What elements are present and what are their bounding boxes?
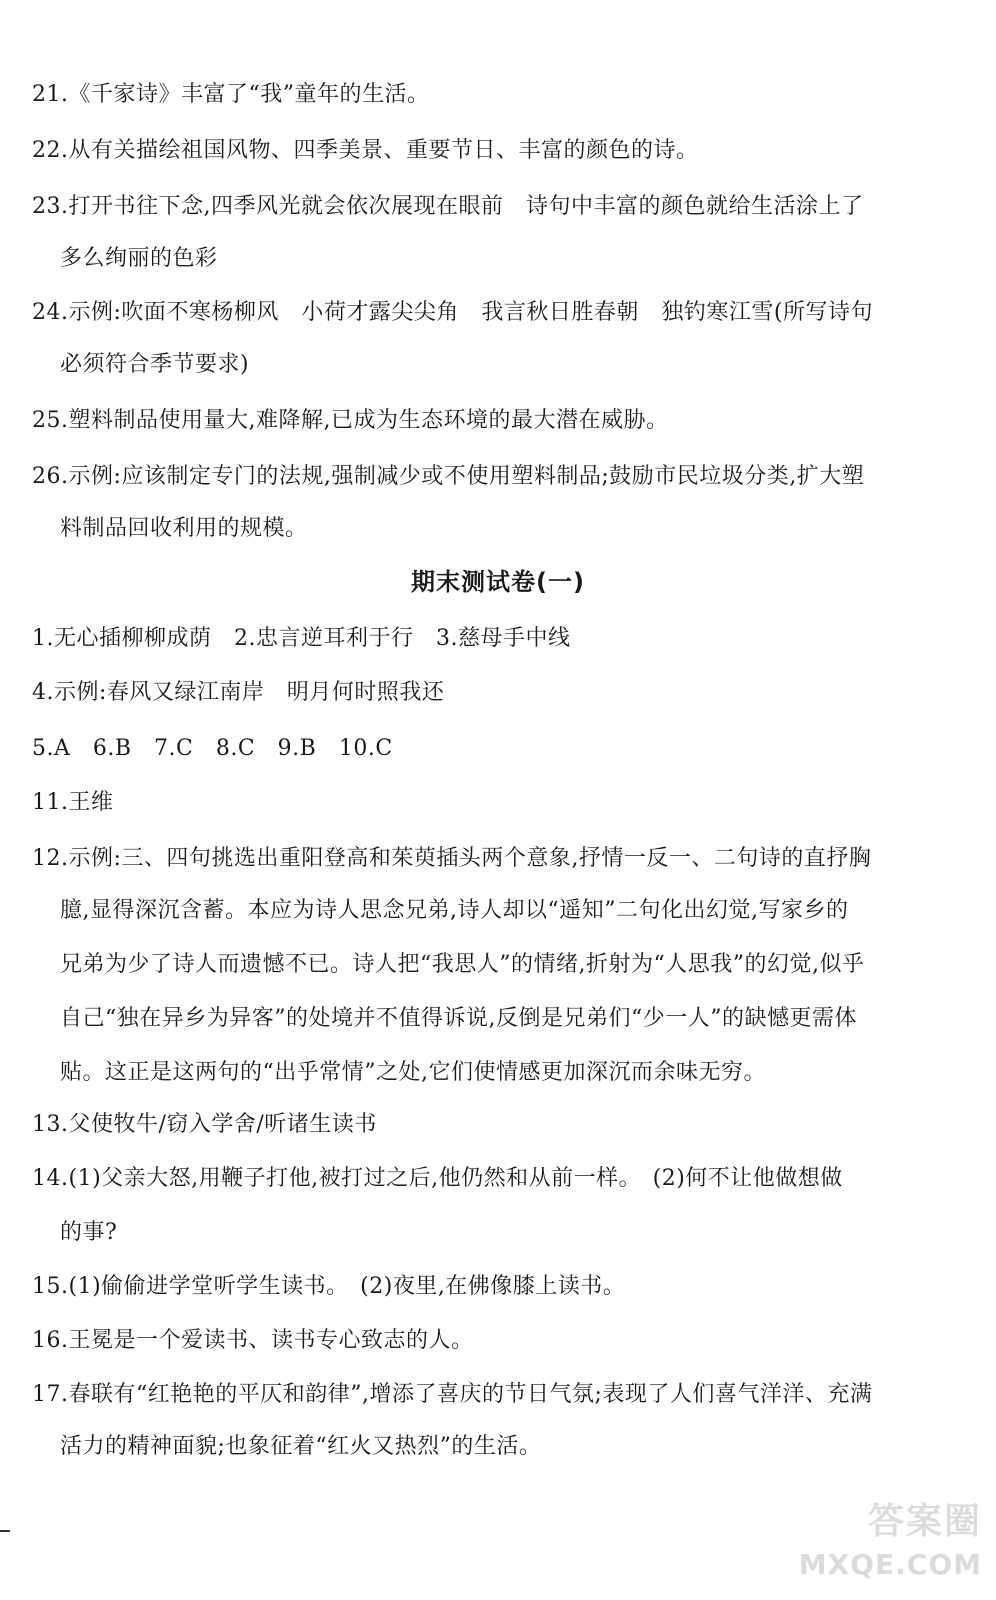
answer-line-23: 23.打开书往下念,四季风光就会依次展现在眼前 诗句中丰富的颜色就给生活涂上了 — [32, 194, 864, 219]
answer-line-22: 22.从有关描绘祖国风物、四季美景、重要节日、丰富的颜色的诗。 — [32, 138, 699, 163]
exam-line-5-10: 5.A 6.B 7.C 8.C 9.B 10.C — [32, 736, 393, 761]
answer-line-26: 26.示例:应该制定专门的法规,强制减少或不使用塑料制品;鼓励市民垃圾分类,扩大塑 — [32, 464, 865, 489]
exam-line-12-cont-1: 臆,显得深沉含蓄。本应为诗人思念兄弟,诗人却以“遥知”二句化出幻觉,写家乡的 — [60, 898, 849, 923]
exam-line-1-3: 1.无心插柳柳成荫 2.忠言逆耳利于行 3.慈母手中线 — [32, 626, 571, 651]
exam-line-15: 15.(1)偷偷进学堂听学生读书。 (2)夜里,在佛像膝上读书。 — [32, 1274, 626, 1299]
answer-line-26-cont: 料制品回收利用的规模。 — [60, 516, 308, 541]
exam-line-17-cont: 活力的精神面貌;也象征着“红火又热烈”的生活。 — [60, 1434, 542, 1459]
exam-line-4: 4.示例:春风又绿江南岸 明月何时照我还 — [32, 680, 445, 705]
answer-line-23-cont: 多么绚丽的色彩 — [60, 246, 218, 271]
exam-line-14: 14.(1)父亲大怒,用鞭子打他,被打过之后,他仍然和从前一样。 (2)何不让他做想做 — [32, 1166, 843, 1191]
exam-line-13: 13.父使牧牛/窃入学舍/听诸生读书 — [32, 1112, 377, 1137]
page-edge-rule — [0, 1530, 10, 1532]
exam-line-12: 12.示例:三、四句挑选出重阳登高和茱萸插头两个意象,抒情一反一、二句诗的直抒胸 — [32, 846, 872, 871]
exam-line-16: 16.王冕是一个爱读书、读书专心致志的人。 — [32, 1328, 474, 1353]
watermark-url-text: MXQE.COM — [798, 1548, 982, 1581]
exam-line-12-cont-3: 自己“独在异乡为异客”的处境并不值得诉说,反倒是兄弟们“少一人”的缺憾更需体 — [60, 1006, 857, 1031]
site-watermark — [792, 1500, 982, 1590]
answer-line-24: 24.示例:吹面不寒杨柳风 小荷才露尖尖角 我言秋日胜春朝 独钓寒江雪(所写诗句 — [32, 300, 873, 325]
exam-line-14-cont: 的事? — [60, 1220, 118, 1245]
exam-line-17: 17.春联有“红艳艳的平仄和韵律”,增添了喜庆的节日气氛;表现了人们喜气洋洋、充满 — [32, 1382, 873, 1407]
exam-line-11: 11.王维 — [32, 790, 114, 815]
watermark-logo-text: 答案圈 — [867, 1501, 982, 1542]
exam-line-12-cont-2: 兄弟为少了诗人而遗憾不已。诗人把“我思人”的情绪,折射为“人思我”的幻觉,似乎 — [60, 952, 865, 977]
section-title: 期末测试卷(一) — [411, 568, 585, 596]
answer-line-25: 25.塑料制品使用量大,难降解,已成为生态环境的最大潜在威胁。 — [32, 408, 669, 433]
answer-line-21: 21.《千家诗》丰富了“我”童年的生活。 — [32, 82, 430, 107]
answer-line-24-cont: 必须符合季节要求) — [60, 352, 250, 377]
exam-line-12-cont-4: 贴。这正是这两句的“出乎常情”之处,它们使情感更加深沉而余味无穷。 — [60, 1060, 766, 1085]
